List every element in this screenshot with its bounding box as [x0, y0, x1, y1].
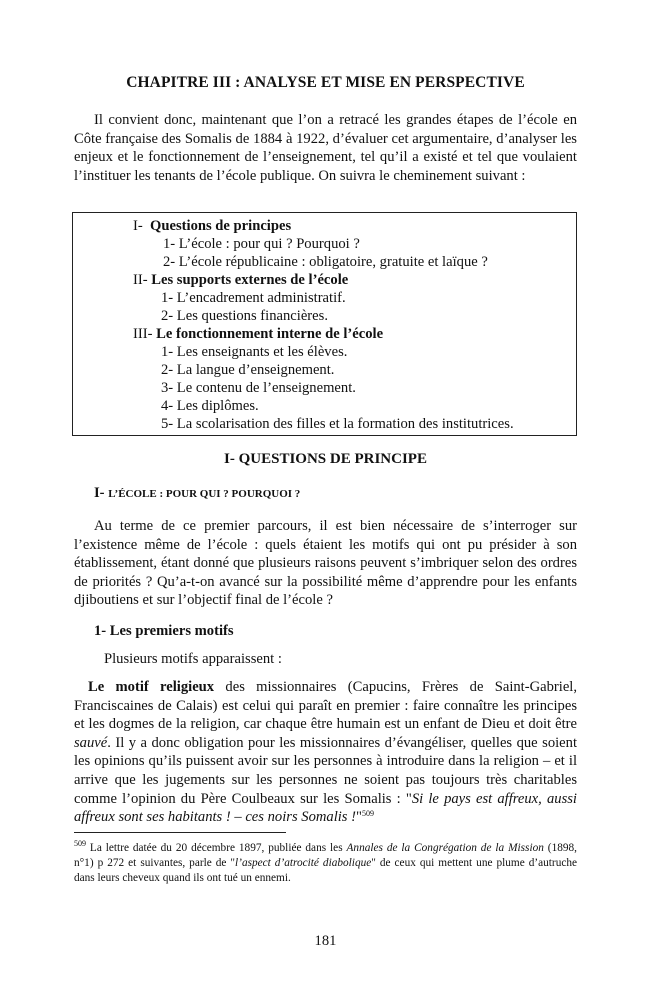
- subsection-text: L’ÉCOLE : POUR QUI ? POURQUOI ?: [108, 488, 301, 500]
- plan-section-2-title: Les supports externes de l’école: [151, 272, 349, 288]
- plan-item: 2- Les questions financières.: [161, 308, 328, 324]
- plan-item: 1- Les enseignants et les élèves.: [161, 344, 348, 360]
- footnote-separator: [74, 832, 286, 833]
- lead-phrase: Le motif religieux: [88, 679, 215, 695]
- footnote-text: (1898, n°1) p 272 et suivantes, parle de ": [74, 842, 577, 869]
- subsection-number: I-: [94, 485, 105, 501]
- section-title: I- QUESTIONS DE PRINCIPE: [224, 451, 427, 467]
- body-paragraph-short: Plusieurs motifs apparaissent :: [104, 651, 282, 667]
- italic-word: sauvé: [74, 734, 108, 751]
- plan-section-3-number: III-: [133, 326, 153, 342]
- plan-section-2-number: II-: [133, 272, 148, 288]
- footnote-reference[interactable]: 509: [361, 809, 374, 819]
- plan-item: 2- La langue d’enseignement.: [161, 362, 335, 378]
- footnote-number: 509: [74, 839, 86, 848]
- chapter-title: CHAPITRE III : ANALYSE ET MISE EN PERSPECTIVE: [126, 74, 525, 91]
- subsection-title: [94, 485, 300, 502]
- plan-box: [72, 212, 577, 436]
- plan-item: 1- L’encadrement administratif.: [161, 290, 346, 306]
- paragraph-text: des missionnaires (Capucins, Frères de Saint-Gabriel, Franciscaines de Calais) est celui qui paraît en premier : faire connaître les principes et les dogmes de la religion, car chaque être humain est un enfant de Dieu et doit être: [74, 679, 578, 733]
- plan-section-3: [133, 326, 383, 343]
- plan-section-1-number: I-: [133, 218, 143, 234]
- plan-section-2: [133, 272, 348, 289]
- heading-motifs: 1- Les premiers motifs: [94, 623, 234, 639]
- intro-paragraph: Il convient donc, maintenant que l’on a retracé les grandes étapes de l’école en Côte française des Somalis de 1884 à 1922, d’évaluer cet argumentaire, d’analyser les enjeux et le fonctionnement de l’enseignement, tel qu’il a existé et tel que voulaient l’instituer les tenants de l’école publique. On suivra le cheminement suivant :: [74, 112, 577, 184]
- footnote-text: " de ceux qui mettent une plume d’autruche dans leurs cheveux quand ils ont tué un ennemi.: [74, 856, 578, 884]
- body-paragraph-religious-motive: [74, 678, 577, 827]
- paragraph-text: ": [356, 809, 362, 826]
- page-number: 181: [314, 933, 337, 949]
- plan-section-3-title: Le fonctionnement interne de l’école: [156, 326, 384, 342]
- italic-quote: Si le pays est affreux, aussi affreux sont ses habitants ! – ces noirs Somalis !: [74, 790, 577, 826]
- plan-item: 3- Le contenu de l’enseignement.: [161, 380, 356, 396]
- footnote-text: La lettre datée du 20 décembre 1897, publiée dans les: [86, 842, 347, 854]
- footnote-italic: Annales de la Congrégation de la Mission: [346, 842, 544, 854]
- plan-item: 1- L’école : pour qui ? Pourquoi ?: [163, 236, 360, 252]
- footnote: [74, 841, 577, 885]
- plan-item: 2- L’école républicaine : obligatoire, gratuite et laïque ?: [163, 254, 488, 270]
- plan-section-1-title: Questions de principes: [150, 218, 292, 234]
- plan-item: 5- La scolarisation des filles et la formation des institutrices.: [161, 416, 514, 432]
- paragraph-text: . Il y a donc obligation pour les missionnaires d’évangéliser, quelles que soient les opinions qu’ils puissent avoir sur les personnes à introduire dans la religion – et il arrive que les jugements sur les personnes ne soient pas toujours très charitables comme l’opinion du Père Coulbeaux sur les Somalis : ": [74, 734, 577, 807]
- body-paragraph: Au terme de ce premier parcours, il est bien nécessaire de s’interroger sur l’existence même de l’école : quels étaient les motifs qui ont pu présider à son établissement, étant donné que plusieurs raisons peuvent s’imbriquer selon des ordres de priorités ? Qu’a-t-on avancé sur la possibilité même d’apprendre pour les enfants djiboutiens et sur l’objectif final de l’école ?: [74, 518, 577, 609]
- footnote-italic: l’aspect d’atrocité diabolique: [235, 856, 372, 869]
- plan-item: 4- Les diplômes.: [161, 398, 259, 414]
- plan-section-1: [133, 218, 291, 235]
